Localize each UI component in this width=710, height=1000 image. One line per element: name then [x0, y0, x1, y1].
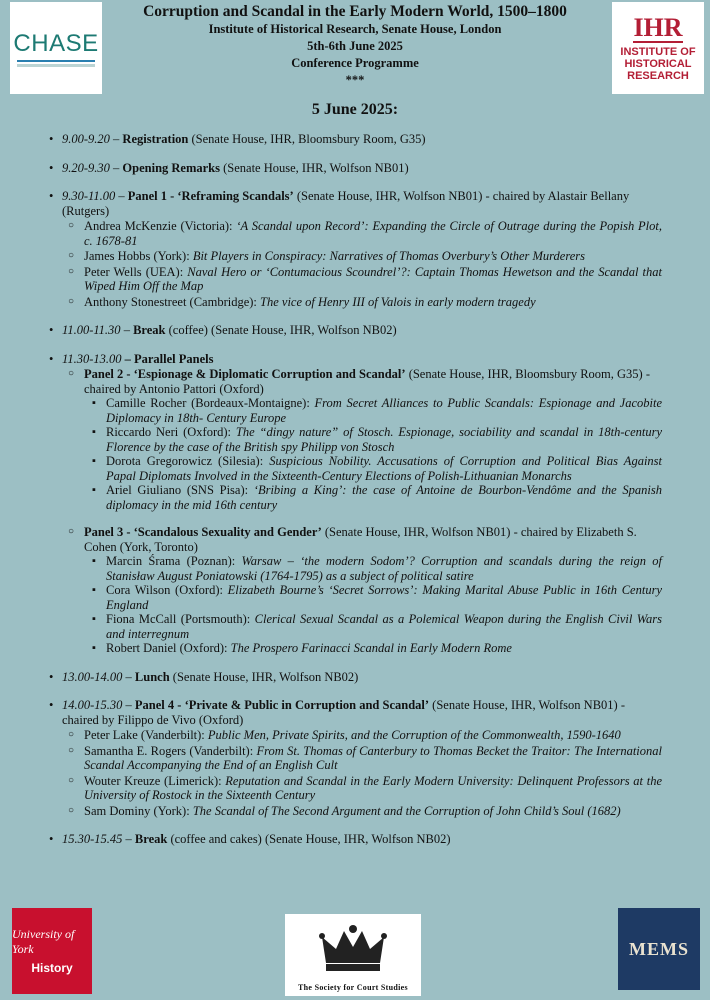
panel3-talks — [106, 554, 662, 656]
item-time: 14.00-15.30 — [62, 698, 123, 712]
talk-speaker: Marcin Śrama (Poznan): — [106, 554, 242, 568]
talk-item — [106, 554, 662, 583]
talk-speaker: Cora Wilson (Oxford): — [106, 583, 228, 597]
ihr-logo-line3: RESEARCH — [627, 69, 689, 82]
talk-paper: ‘A Scandal upon Record’: Expanding the Circle of Outrage during the Popish Plot, c. 1678-81 — [84, 219, 662, 248]
panel2-venue: (Senate House, IHR, Bloomsbury Room, G35) - chaired by Antonio Pattori (Oxford) — [84, 367, 650, 396]
talk-item — [84, 728, 662, 743]
item-title: Lunch — [134, 669, 170, 684]
talk-paper: The vice of Henry III of Valois in early modern tragedy — [260, 294, 536, 309]
talk-paper: The Scandal of The Second Argument and the Corruption of John Child’s Soul (1682) — [192, 803, 621, 818]
york-history-logo — [12, 908, 92, 994]
panel2-title: Panel 2 - ‘Espionage & Diplomatic Corruption and Scandal’ — [84, 367, 406, 381]
talk-speaker: Robert Daniel (Oxford): — [106, 641, 231, 655]
talk-speaker: Fiona McCall (Portsmouth): — [106, 612, 255, 626]
item-time: 9.30-11.00 — [62, 189, 116, 203]
day-heading: 5 June 2025: — [311, 101, 399, 118]
item-title: Break — [134, 832, 168, 846]
chase-logo-word: CHASE — [13, 29, 99, 57]
conference-title: Corruption and Scandal in the Early Modern World, 1500–1800 — [143, 3, 567, 20]
conference-programme-label: Conference Programme — [291, 56, 419, 70]
item-time: 9.20-9.30 — [62, 160, 110, 175]
talk-paper: ‘Bribing a King’: the case of Antoine de Bourbon-Vendôme and the Spanish diplomacy in the mid 16th century — [106, 483, 663, 512]
court-studies-caption: The Society for Court Studies — [298, 983, 408, 992]
talk-item — [84, 744, 662, 773]
schedule-item-opening — [62, 161, 662, 176]
item-sep: – — [115, 189, 128, 203]
talk-paper: The “dingy nature” of Stosch. Espionage, sociability and scandal in 18th-century Florence by the case of the British spy Philipp von Stosch — [106, 425, 663, 454]
ihr-logo-line2: HISTORICAL — [624, 57, 692, 70]
schedule-item-panel4 — [62, 698, 662, 818]
item-title: Panel 1 - ‘Reframing Scandals’ — [127, 189, 294, 203]
talk-speaker: Ariel Giuliano (SNS Pisa): — [106, 483, 254, 497]
item-sep: – — [120, 323, 134, 337]
talk-item — [84, 219, 662, 248]
talk-item — [106, 641, 662, 656]
talk-speaker: Samantha E. Rogers (Vanderbilt): — [84, 743, 257, 758]
york-history-label: History — [31, 961, 73, 975]
talk-speaker: Riccardo Neri (Oxford): — [106, 425, 236, 439]
panel2 — [84, 367, 662, 512]
panel3-title: Panel 3 - ‘Scandalous Sexuality and Gender’ — [84, 525, 322, 539]
talk-paper: From St. Thomas of Canterbury to Thomas Becket the Traitor: The International Scandal Accompanying the End of an English Cult — [84, 743, 662, 772]
item-title: Panel 4 - ‘Private & Public in Corruption and Scandal’ — [134, 698, 430, 712]
schedule-item-break1 — [62, 323, 662, 338]
item-venue: (Senate House, IHR, Wolfson NB01) - chaired by Filippo de Vivo (Oxford) — [62, 698, 625, 727]
item-title: Registration — [122, 132, 189, 146]
talk-paper: Elizabeth Bourne’s ‘Secret Sorrows’: Making Marital Abuse Public in 16th Century England — [106, 583, 662, 612]
ihr-logo — [612, 2, 704, 94]
schedule-item-parallel — [62, 352, 662, 656]
item-title: Opening Remarks — [122, 160, 220, 175]
talk-speaker: Andrea McKenzie (Victoria): — [84, 219, 237, 233]
mems-logo — [618, 908, 700, 990]
item-time: 13.00-14.00 — [62, 669, 123, 684]
talk-paper: Warsaw – ‘the modern Sodom’? Corruption and scandals during the reign of Stanisław August Poniatowski (1764-1795) as a subject of political satire — [106, 554, 662, 583]
talk-paper: Clerical Sexual Scandal as a Polemical Weapon during the English Civil Wars and interregnum — [106, 612, 663, 641]
item-sep: – — [122, 832, 135, 846]
item-sep: – — [122, 698, 135, 712]
talk-item — [106, 425, 662, 454]
talk-item — [84, 804, 662, 819]
item-venue: (coffee) (Senate House, IHR, Wolfson NB02) — [165, 323, 397, 337]
talk-speaker: Sam Dominy (York): — [84, 803, 193, 818]
schedule-item-lunch — [62, 670, 662, 685]
item-sep: – — [109, 132, 123, 146]
talk-speaker: James Hobbs (York): — [84, 249, 193, 263]
item-sep: – — [109, 160, 123, 175]
programme-list — [62, 132, 662, 861]
talk-item — [106, 583, 662, 612]
schedule-item-registration — [62, 132, 662, 147]
talk-paper: From Secret Alliances to Public Scandals: Espionage and Jacobite Diplomacy in 18th- Century Europe — [106, 396, 662, 425]
panel-gap — [84, 512, 662, 524]
conference-header — [110, 2, 600, 89]
talk-speaker: Camille Rocher (Bordeaux-Montaigne): — [106, 396, 315, 410]
talk-paper: Suspicious Nobility. Accusations of Corruption and Political Bias Against Papal Diplomats Involved in the Sixteenth-Century Elections of Polish-Lithuanian Monarchs — [106, 454, 663, 483]
talk-item — [106, 483, 662, 512]
parallel-panels — [84, 367, 662, 656]
talk-item — [84, 774, 662, 803]
item-sep: – — [122, 669, 135, 684]
ihr-logo-line1: INSTITUTE OF — [620, 45, 696, 58]
item-venue: (Senate House, IHR, Bloomsbury Room, G35) — [188, 132, 426, 146]
talk-item — [84, 295, 662, 310]
item-venue: (Senate House, IHR, Wolfson NB02) — [169, 669, 359, 684]
talk-speaker: Dorota Gregorowicz (Silesia): — [106, 454, 270, 468]
chase-logo-rule — [17, 60, 95, 62]
talk-item — [106, 612, 662, 641]
chase-logo-strapline — [17, 64, 95, 67]
schedule-item-break2 — [62, 832, 662, 847]
item-title: Break — [133, 323, 166, 337]
york-crest: University of York — [12, 927, 75, 956]
talk-speaker: Peter Wells (UEA): — [84, 264, 188, 279]
conference-dates: 5th-6th June 2025 — [307, 39, 403, 53]
talk-item — [106, 396, 662, 425]
item-venue: (Senate House, IHR, Wolfson NB01) - chaired by Alastair Bellany (Rutgers) — [62, 189, 630, 218]
panel3-venue: (Senate House, IHR, Wolfson NB01) - chaired by Elizabeth S. Cohen (York, Toronto) — [84, 525, 637, 554]
talk-speaker: Wouter Kreuze (Limerick): — [84, 773, 226, 788]
panel2-talks — [106, 396, 662, 512]
header-stars: *** — [345, 73, 365, 87]
item-time: 15.30-15.45 — [62, 832, 123, 846]
item-time: 11.00-11.30 — [62, 323, 121, 337]
conference-venue: Institute of Historical Research, Senate House, London — [208, 22, 502, 36]
talk-paper: Naval Hero or ‘Contumacious Scoundrel’?: Captain Thomas Hewetson and the Scandal that Wiped Him Off the Map — [84, 264, 662, 293]
item-title: Parallel Panels — [134, 351, 214, 366]
panel1-talks — [84, 219, 662, 309]
ihr-logo-mark: IHR — [633, 12, 683, 42]
talk-speaker: Anthony Stonestreet (Cambridge): — [84, 294, 261, 309]
panel3 — [84, 525, 662, 656]
crown-icon — [318, 914, 388, 983]
item-venue: (coffee and cakes) (Senate House, IHR, Wolfson NB02) — [167, 832, 451, 846]
schedule-item-panel1 — [62, 189, 662, 309]
item-time: 9.00-9.20 — [62, 132, 110, 146]
item-venue: (Senate House, IHR, Wolfson NB01) — [220, 160, 409, 175]
talk-item — [84, 249, 662, 264]
item-sep: – — [121, 351, 134, 366]
court-studies-logo — [285, 914, 421, 996]
item-time: 11.30-13.00 — [62, 351, 122, 366]
talk-paper: Reputation and Scandal in the Early Modern University: Delinquent Professors at the University of Rostock in the Sixteenth Century — [84, 773, 662, 802]
talk-paper: The Prospero Farinacci Scandal in Early Modern Rome — [230, 641, 512, 655]
chase-logo — [10, 2, 102, 94]
panel4-talks — [84, 728, 662, 818]
mems-logo-word: MEMS — [629, 938, 689, 959]
talk-paper: Bit Players in Conspiracy: Narratives of Thomas Overbury’s Other Murderers — [192, 249, 586, 263]
talk-speaker: Peter Lake (Vanderbilt): — [84, 728, 208, 742]
talk-item — [106, 454, 662, 483]
talk-paper: Public Men, Private Spirits, and the Corruption of the Commonwealth, 1590-1640 — [207, 728, 621, 742]
talk-item — [84, 265, 662, 294]
